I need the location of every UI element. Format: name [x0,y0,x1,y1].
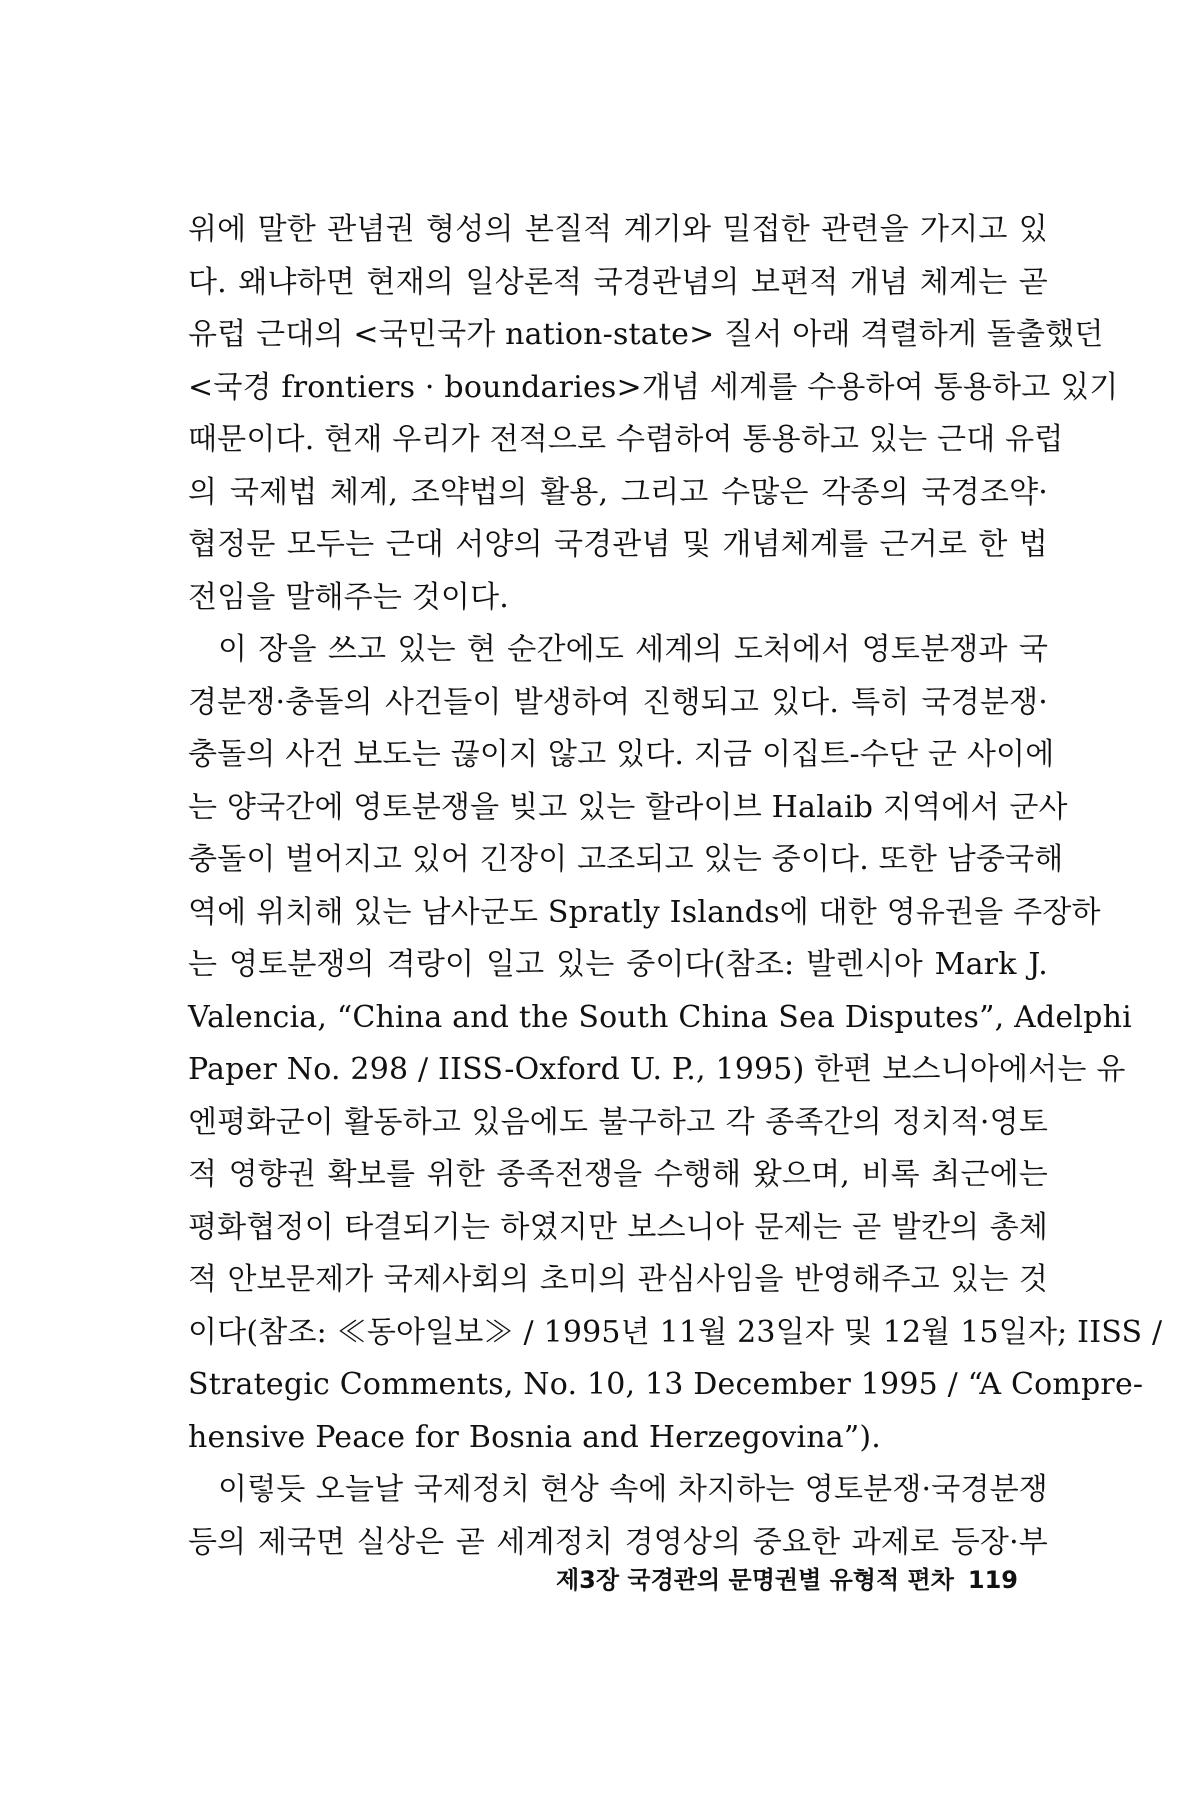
text-line: 적 안보문제가 국제사회의 초미의 관심사임을 반영해주고 있는 것 [188,1262,1048,1297]
text-line: 이 장을 쓰고 있는 현 순간에도 세계의 도처에서 영토분쟁과 국 [218,632,1048,667]
text-line: 등의 제국면 실상은 곧 세계정치 경영상의 중요한 과제로 등장·부 [188,1524,1048,1560]
text-line: hensive Peace for Bosnia and Herzegovina”). [188,1419,882,1455]
text-line: 협정문 모두는 근대 서양의 국경관념 및 개념체계를 근거로 한 법 [188,527,1048,562]
text-line: Paper No. 298 / IISS-Oxford U. P., 1995) 한편 보스니아에서는 유 [188,1052,1126,1087]
text-line: 의 국제법 체계, 조약법의 활용, 그리고 수많은 각종의 국경조약· [188,474,1048,510]
text-line: 이렇듯 오늘날 국제정치 현상 속에 차지하는 영토분쟁·국경분쟁 [218,1472,1048,1507]
running-head: 제3장 국경관의 문명권별 유형적 편차 [556,1566,954,1594]
page-footer [556,1560,1018,1595]
text-line: 경분쟁·충돌의 사건들이 발생하여 진행되고 있다. 특히 국경분쟁· [188,684,1048,720]
text-line: <국경 frontiers · boundaries>개념 세계를 수용하여 통용하고 있기 [188,369,1119,405]
text-line: 유럽 근대의 <국민국가 nation-state> 질서 아래 격렬하게 돌출했던 [188,317,1104,352]
text-line: Valencia, “China and the South China Sea Disputes”, Adelphi [188,999,1132,1035]
text-line: 이다(참조: ≪동아일보≫ / 1995년 11월 23일자 및 12월 15일자; IISS / [188,1314,1163,1350]
text-line: 적 영향권 확보를 위한 종족전쟁을 수행해 왔으며, 비록 최근에는 [188,1157,1048,1192]
text-line: 엔평화군이 활동하고 있음에도 불구하고 각 종족간의 정치적·영토 [188,1104,1048,1140]
body-text [188,204,1163,1569]
text-line: 는 양국간에 영토분쟁을 빚고 있는 할라이브 Halaib 지역에서 군사 [188,789,1068,825]
text-line: 평화협정이 타결되기는 하였지만 보스니아 문제는 곧 발칸의 총체 [188,1209,1048,1245]
text-line: 는 영토분쟁의 격랑이 일고 있는 중이다(참조: 발렌시아 Mark J. [188,947,1048,982]
text-line: 때문이다. 현재 우리가 전적으로 수렴하여 통용하고 있는 근대 유럽 [188,422,1064,457]
text-line: 위에 말한 관념권 형성의 본질적 계기와 밀접한 관련을 가지고 있 [188,212,1048,247]
text-line: 충돌이 벌어지고 있어 긴장이 고조되고 있는 중이다. 또한 남중국해 [188,842,1064,877]
text-line: 충돌의 사건 보도는 끊이지 않고 있다. 지금 이집트-수단 군 사이에 [188,737,1055,772]
text-line: Strategic Comments, No. 10, 13 December 1995 / “A Compre- [188,1367,1144,1402]
text-line: 역에 위치해 있는 남사군도 Spratly Islands에 대한 영유권을 주장하 [188,894,1101,930]
text-line: 전임을 말해주는 것이다. [188,579,510,615]
page-number: 119 [967,1566,1018,1594]
text-line: 다. 왜냐하면 현재의 일상론적 국경관념의 보편적 개념 체계는 곧 [188,264,1048,300]
